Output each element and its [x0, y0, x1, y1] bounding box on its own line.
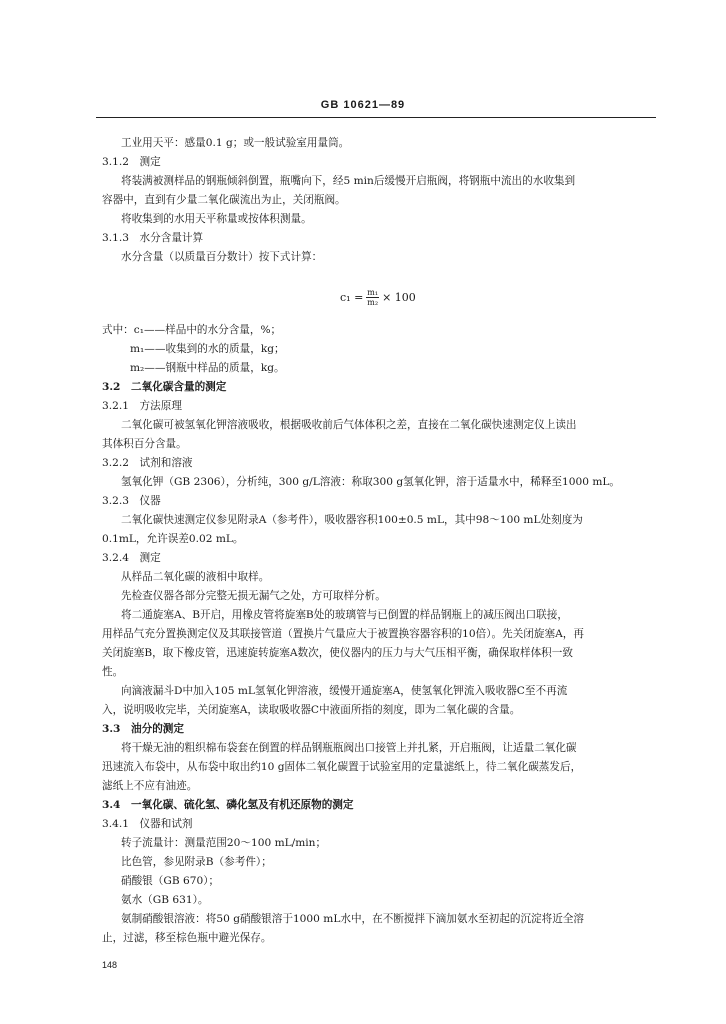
section-heading: 3.2.4 测定 — [102, 552, 161, 564]
legend-line: 式中：c₁——样品中的水分含量，%； — [102, 324, 282, 336]
text-line: 二氧化碳可被氢氧化钾溶液吸收，根据吸收前后气体体积之差，直接在二氧化碳快速测定仪上读出 — [121, 419, 577, 431]
section-heading: 3.1.2 测定 — [102, 156, 161, 168]
section-heading: 3.4 一氧化碳、硫化氢、磷化氢及有机还原物的测定 — [102, 799, 354, 811]
text-line: 硝酸银（GB 670）； — [121, 875, 220, 887]
text-line: 将收集到的水用天平称量或按体积测量。 — [121, 213, 312, 225]
formula-denominator: m₂ — [367, 298, 379, 307]
section-heading: 3.2.2 试剂和溶液 — [102, 457, 193, 469]
text-line: 二氧化碳快速测定仪参见附录A（参考件），吸收器容积100±0.5 mL，其中98～100 mL处刻度为 — [121, 514, 583, 526]
text-line: 用样品气充分置换测定仪及其联接管道（置换片气量应大于被置换容器容积的10倍）。先关闭旋塞A，再 — [102, 628, 584, 640]
text-line: 向滴液漏斗D中加入105 mL氢氧化钾溶液，缓慢开通旋塞A，使氢氧化钾流入吸收器C至不再流 — [121, 685, 568, 697]
text-line: 止，过滤，移至棕色瓶中避光保存。 — [102, 932, 272, 944]
text-line: 入，说明吸收完毕，关闭旋塞A，读取吸收器C中液面所指的刻度，即为二氧化碳的含量。 — [102, 704, 521, 716]
formula-lhs: c₁ = — [340, 290, 364, 304]
text-line: 比色管，参见附录B（参考件）； — [121, 856, 272, 868]
legend-line: m₁——收集到的水的质量，kg； — [130, 343, 285, 355]
section-heading: 3.2.1 方法原理 — [102, 400, 182, 412]
page-number: 148 — [102, 960, 118, 970]
formula-fraction — [366, 288, 379, 307]
standard-code-header: GB 10621—89 — [320, 99, 406, 111]
text-line: 水分含量（以质量百分数计）按下式计算： — [121, 251, 323, 263]
text-line: 将装满被测样品的钢瓶倾斜倒置，瓶嘴向下，经5 min后缓慢开启瓶阀，将钢瓶中流出的水收集到 — [121, 175, 576, 187]
section-heading: 3.3 油分的测定 — [102, 723, 184, 735]
text-line: 性。 — [102, 666, 124, 678]
text-line: 将干燥无油的粗织棉布袋套在倒置的样品钢瓶瓶阀出口接管上并扎紧，开启瓶阀，让适量二氧化碳 — [121, 742, 577, 754]
legend-line: m₂——钢瓶中样品的质量，kg。 — [130, 362, 285, 374]
formula-numerator: m₁ — [367, 288, 379, 297]
text-line: 先检查仪器各部分完整无损无漏气之处，方可取样分析。 — [121, 590, 386, 602]
section-heading: 3.2 二氧化碳含量的测定 — [102, 381, 227, 393]
text-line: 从样品二氧化碳的液相中取样。 — [121, 571, 270, 583]
text-line: 滤纸上不应有油迹。 — [102, 780, 198, 792]
text-line: 转子流量计：测量范围20～100 mL/min； — [121, 837, 327, 849]
text-line: 氢氧化钾（GB 2306），分析纯，300 g/L溶液：称取300 g氢氧化钾，溶于适量水中，稀释至1000 mL。 — [121, 476, 621, 488]
header-rule — [96, 117, 656, 118]
section-heading: 3.2.3 仪器 — [102, 495, 161, 507]
text-line: 关闭旋塞B，取下橡皮管，迅速旋转旋塞A数次，使仪器内的压力与大气压相平衡，确保取样体积一致 — [102, 647, 573, 659]
text-line: 容器中，直到有少量二氧化碳流出为止，关闭瓶阀。 — [102, 194, 346, 206]
formula-rhs: × 100 — [382, 290, 416, 304]
water-content-formula — [340, 288, 416, 307]
section-heading: 3.4.1 仪器和试剂 — [102, 818, 193, 830]
text-line: 0.1mL，允许误差0.02 mL。 — [102, 533, 244, 545]
text-line: 迅速流入布袋中，从布袋中取出约10 g固体二氧化碳置于试验室用的定量滤纸上，待二氧化碳蒸发后， — [102, 761, 582, 773]
text-line: 氨水（GB 631）。 — [121, 894, 209, 906]
text-line: 将二通旋塞A、B开启，用橡皮管将旋塞B处的玻璃管与已倒置的样品钢瓶上的减压阀出口联接， — [121, 609, 568, 621]
text-line: 其体积百分含量。 — [102, 438, 187, 450]
text-line: 氨制硝酸银溶液：将50 g硝酸银溶于1000 mL水中，在不断搅拌下滴加氨水至初起的沉淀将近全溶 — [121, 913, 585, 925]
section-heading: 3.1.3 水分含量计算 — [102, 232, 204, 244]
text-line: 工业用天平：感量0.1 g；或一般试验室用量筒。 — [121, 137, 350, 149]
